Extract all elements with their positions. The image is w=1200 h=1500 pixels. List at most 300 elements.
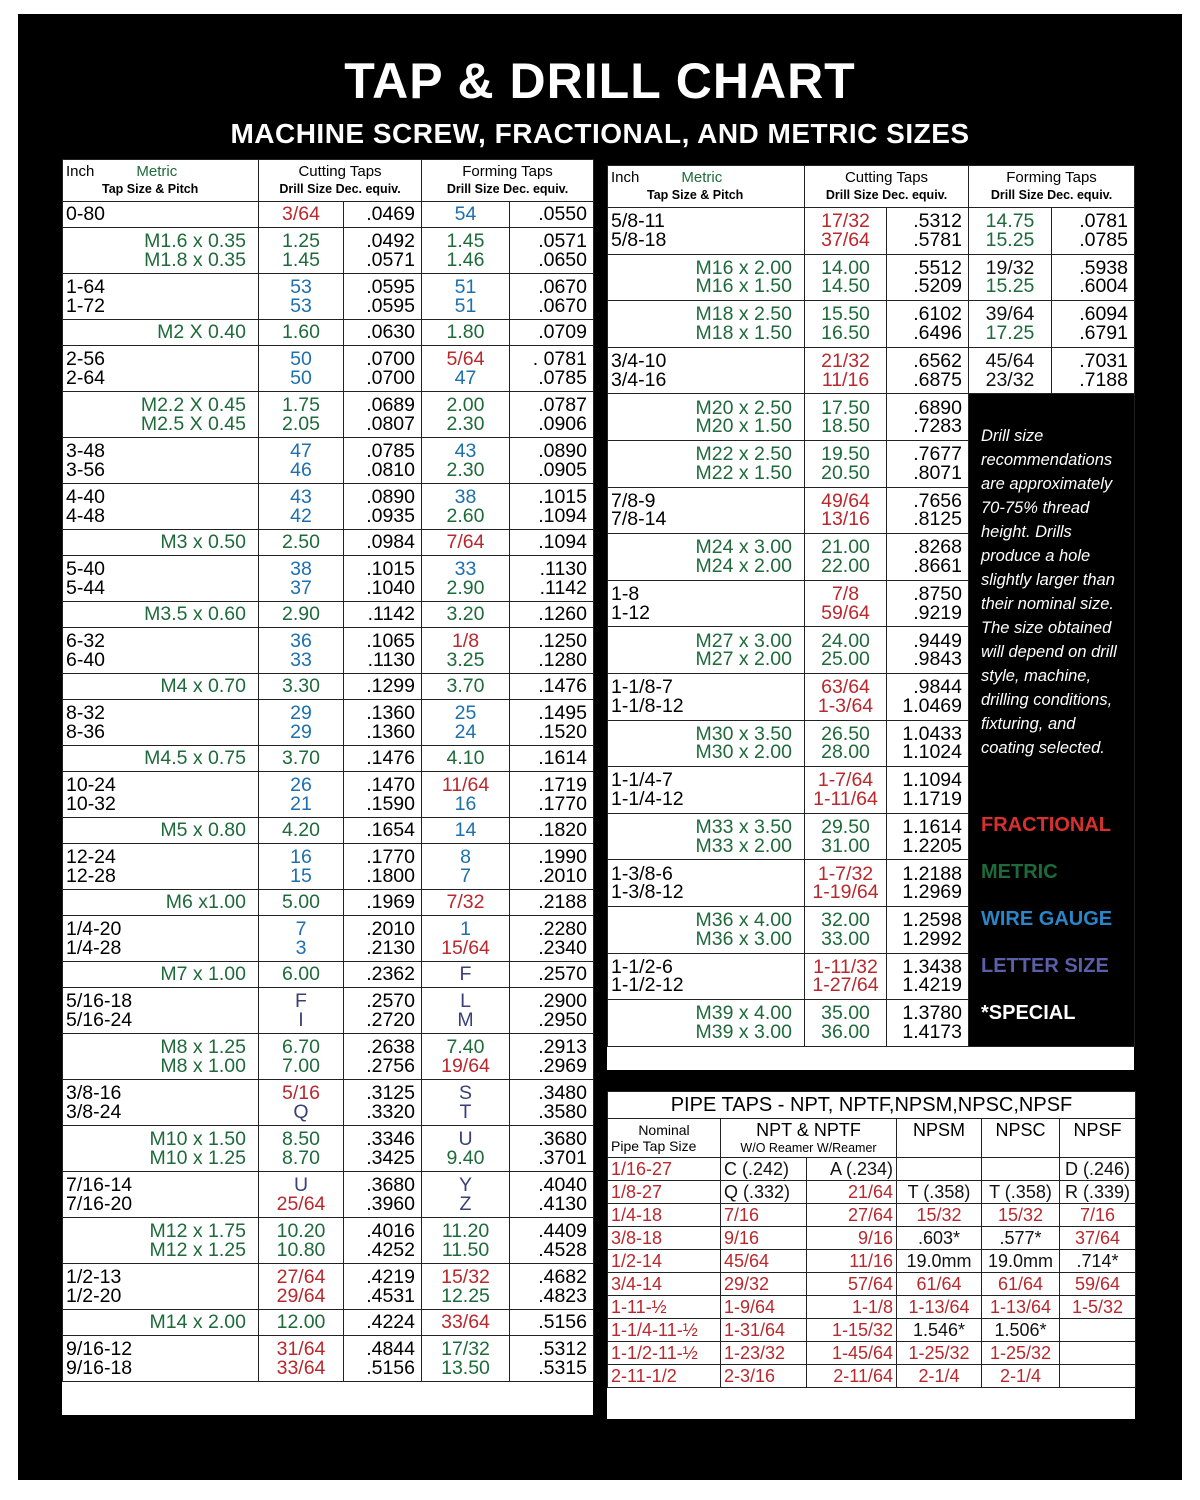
table-row: [63, 484, 594, 530]
cutting-drill-size: [805, 534, 887, 581]
cutting-drill-size-line: 50: [290, 366, 312, 389]
cutting-drill-size-line: 25.00: [821, 648, 870, 671]
tap-size: [63, 202, 259, 228]
npt-wo-reamer: 29/32: [721, 1273, 807, 1296]
forming-drill-size: [422, 1172, 510, 1218]
tap-size-line: 3-48: [66, 440, 106, 462]
cutting-dec-equiv: [887, 860, 969, 907]
cutting-dec-equiv: [887, 301, 969, 348]
tap-size-line: 1/2-20: [66, 1284, 122, 1307]
cutting-drill-size-line: 21.00: [821, 536, 870, 559]
npt-w-reamer: 2-11/64: [807, 1365, 897, 1388]
cutting-dec-equiv-line: .9843: [913, 648, 962, 671]
forming-drill-size-line: 33/64: [441, 1311, 490, 1334]
table-row: [63, 700, 594, 746]
pipe-size: 1/4-18: [608, 1204, 721, 1227]
npsc-value: 1-25/32: [982, 1342, 1060, 1365]
cutting-dec-equiv-line: .4252: [366, 1238, 415, 1261]
cutting-dec-equiv-line: .8125: [913, 508, 962, 531]
npsf-value: [1060, 1365, 1136, 1388]
npsc-value: 1-13/64: [982, 1296, 1060, 1319]
tap-size-line: M8 x 1.25: [160, 1036, 246, 1058]
forming-drill-size: [422, 602, 510, 628]
tap-size-line: M39 x 3.00: [695, 1020, 792, 1043]
cutting-dec-equiv-line: .4844: [366, 1338, 415, 1360]
cutting-dec-equiv-line: .0785: [366, 440, 415, 462]
cutting-drill-size: [805, 580, 887, 627]
forming-drill-size-line: 15.25: [985, 275, 1035, 298]
table-row: [63, 1080, 594, 1126]
cutting-dec-equiv: [344, 916, 422, 962]
cutting-drill-size-line: 29: [290, 720, 312, 743]
cutting-drill-size: [259, 1310, 344, 1336]
pipe-title-row: [608, 1092, 1136, 1119]
pipe-size: 1-1/2-11-½: [608, 1342, 721, 1365]
forming-drill-size-line: 1.46: [446, 248, 485, 271]
forming-drill-size-line: 2.30: [446, 412, 485, 435]
cutting-drill-size: [805, 487, 887, 534]
forming-drill-size-line: 15/64: [441, 936, 490, 959]
npsm-value: T (.358): [897, 1181, 982, 1204]
tap-size: [608, 1000, 805, 1047]
cutting-drill-size-line: 29/64: [276, 1284, 326, 1307]
w-reamer-label: W/Reamer: [813, 1141, 877, 1155]
cutting-drill-size-line: 22.00: [821, 554, 870, 577]
forming-taps-header-label: Forming Taps: [1006, 169, 1097, 186]
cutting-drill-size-line: 6.00: [282, 963, 320, 986]
cutting-dec-equiv-line: .3425: [366, 1146, 415, 1169]
cutting-drill-size-line: 53: [290, 294, 312, 317]
cutting-dec-equiv-line: 1.2969: [902, 881, 962, 904]
forming-dec-equiv: [510, 530, 594, 556]
cutting-dec-equiv: [344, 484, 422, 530]
tap-size-line: M33 x 3.50: [695, 816, 792, 839]
cutting-dec-equiv-line: .1470: [366, 774, 415, 796]
cutting-dec-equiv: [887, 254, 969, 301]
forming-dec-equiv-line: .3680: [538, 1128, 587, 1150]
cutting-dec-equiv-line: .2756: [366, 1054, 415, 1077]
cutting-drill-size-line: 2.90: [282, 603, 320, 626]
cutting-drill-size-line: 46: [290, 458, 312, 481]
tap-size: [63, 1034, 259, 1080]
cutting-drill-size: [259, 1080, 344, 1126]
cutting-drill-size: [259, 392, 344, 438]
forming-dec-equiv-line: .7031: [1079, 350, 1128, 373]
cutting-drill-size-line: 3.70: [282, 747, 320, 770]
forming-drill-size: [422, 484, 510, 530]
forming-dec-equiv-line: .5312: [538, 1338, 587, 1360]
npsf-value: R (.339): [1060, 1181, 1136, 1204]
pipe-row: [608, 1296, 1136, 1319]
cutting-dec-equiv-line: .9844: [913, 676, 962, 699]
forming-drill-size-line: 15/32: [441, 1266, 490, 1288]
cutting-dec-equiv-line: .0492: [366, 230, 415, 252]
cutting-drill-size-line: Q: [293, 1100, 309, 1123]
tap-size-line: M1.8 x 0.35: [144, 248, 246, 271]
forming-dec-equiv-line: .4823: [538, 1284, 587, 1307]
tap-size-line: M5 x 0.80: [160, 819, 246, 842]
cutting-dec-equiv-line: .5512: [913, 256, 962, 279]
legend-item: LETTER SIZE: [981, 955, 1109, 978]
cutting-drill-size-line: 10.20: [276, 1220, 326, 1242]
forming-drill-size-line: 4.10: [446, 747, 485, 770]
forming-drill-size: [422, 1264, 510, 1310]
cutting-dec-equiv: [887, 440, 969, 487]
forming-dec-equiv: [510, 228, 594, 274]
forming-dec-equiv-line: .2188: [538, 891, 587, 914]
forming-drill-size-line: U: [458, 1128, 473, 1150]
forming-drill-size: [969, 347, 1052, 394]
tap-size-line: 1-3/8-12: [611, 881, 684, 904]
cutting-dec-equiv: [344, 556, 422, 602]
tap-size: [63, 1172, 259, 1218]
forming-dec-equiv-line: .0670: [538, 276, 587, 298]
npsf-value: 59/64: [1060, 1273, 1136, 1296]
forming-dec-equiv-line: .2010: [538, 864, 587, 887]
forming-drill-size-line: 7.40: [446, 1036, 485, 1058]
tap-size-header: [608, 166, 805, 208]
table-row: [63, 628, 594, 674]
table-row: [63, 772, 594, 818]
page-title: TAP & DRILL CHART: [344, 53, 856, 109]
forming-drill-size-line: 23/32: [985, 368, 1035, 391]
cutting-dec-equiv-line: .8661: [913, 554, 962, 577]
forming-drill-size-line: M: [457, 1008, 474, 1031]
forming-drill-size-line: 14: [454, 819, 477, 842]
cutting-taps-header-sub: Drill Size Dec. equiv.: [279, 182, 401, 196]
cutting-dec-equiv: [887, 813, 969, 860]
npsc-value: 15/32: [982, 1204, 1060, 1227]
cutting-drill-size: [259, 674, 344, 700]
npsm-value: 1-25/32: [897, 1342, 982, 1365]
forming-dec-equiv: [510, 346, 594, 392]
tap-size: [63, 1310, 259, 1336]
tap-size: [63, 320, 259, 346]
cutting-drill-size: [805, 627, 887, 674]
table-row: [63, 916, 594, 962]
forming-drill-size-line: 2.60: [446, 504, 485, 527]
forming-drill-size-line: 1/8: [451, 630, 480, 652]
cutting-drill-size-line: 37/64: [821, 228, 870, 251]
pipe-size: 3/8-18: [608, 1227, 721, 1250]
npsc-value: 1.506*: [982, 1319, 1060, 1342]
cutting-dec-equiv-line: 1.0433: [902, 722, 962, 745]
tap-size-line: M4 x 0.70: [160, 675, 246, 698]
tap-size: [63, 818, 259, 844]
npt-wo-reamer: Q (.332): [721, 1181, 807, 1204]
table-row: [63, 1310, 594, 1336]
npsf-value: D (.246): [1060, 1158, 1136, 1181]
cutting-drill-size: [805, 767, 887, 814]
drill-note-box: [969, 394, 1135, 1046]
forming-dec-equiv: [510, 916, 594, 962]
forming-dec-equiv-line: .1142: [539, 576, 587, 599]
table-row: [608, 301, 1135, 348]
cutting-dec-equiv-line: .4531: [366, 1284, 415, 1307]
npt-w-reamer: 1-15/32: [807, 1319, 897, 1342]
cutting-dec-equiv: [344, 228, 422, 274]
table-row: [63, 556, 594, 602]
cutting-dec-equiv-line: .6562: [913, 350, 962, 373]
tap-size-line: M10 x 1.50: [149, 1128, 246, 1150]
tap-size-line: 1-1/4-12: [611, 787, 684, 810]
forming-drill-size: [422, 1080, 510, 1126]
left-drill-table: [62, 159, 594, 1382]
tap-size-line: 3/4-10: [611, 350, 667, 373]
cutting-drill-size-line: 15.50: [821, 303, 870, 326]
pipe-size: 1/16-27: [608, 1158, 721, 1181]
tap-size: [63, 602, 259, 628]
tap-size-header-top: [66, 163, 255, 181]
forming-dec-equiv: [510, 1080, 594, 1126]
cutting-drill-size-line: 17.50: [821, 396, 870, 419]
cutting-drill-size-line: 37: [290, 576, 312, 599]
cutting-dec-equiv-line: 1.3438: [902, 955, 962, 978]
cutting-drill-size: [259, 530, 344, 556]
forming-drill-size-line: 12.25: [441, 1284, 490, 1307]
forming-drill-size: [969, 254, 1052, 301]
tap-size-line: M39 x 4.00: [695, 1002, 792, 1025]
cutting-dec-equiv-line: .0807: [366, 412, 415, 435]
forming-drill-size-line: F: [459, 963, 472, 986]
forming-dec-equiv-line: .6094: [1079, 303, 1128, 326]
cutting-dec-equiv-line: .6890: [913, 396, 962, 419]
cutting-drill-size-line: 5/16: [282, 1082, 320, 1104]
cutting-drill-size: [259, 274, 344, 320]
forming-dec-equiv: [510, 890, 594, 916]
tap-size: [63, 916, 259, 962]
cutting-dec-equiv: [344, 1218, 422, 1264]
cutting-dec-equiv: [344, 746, 422, 772]
cutting-dec-equiv-line: .0595: [366, 276, 415, 298]
wo-reamer-label: W/O Reamer: [740, 1141, 814, 1155]
tap-size-line: M3.5 x 0.60: [144, 603, 246, 626]
tap-size-line: 1-1/8-7: [611, 676, 673, 699]
forming-dec-equiv-line: .0650: [538, 248, 587, 271]
forming-dec-equiv-line: .0906: [538, 412, 587, 435]
cutting-drill-size-line: 4.20: [282, 819, 320, 842]
cutting-drill-size: [259, 484, 344, 530]
npsm-value: .603*: [897, 1227, 982, 1250]
cutting-drill-size-line: 7: [295, 918, 307, 940]
pipe-taps-table: [607, 1091, 1136, 1388]
cutting-dec-equiv-line: 1.4173: [902, 1020, 962, 1043]
cutting-dec-equiv-line: .1065: [366, 630, 415, 652]
cutting-drill-size: [805, 301, 887, 348]
table-row: [608, 394, 1135, 441]
forming-dec-equiv-line: .1614: [538, 747, 587, 770]
forming-dec-equiv: [510, 438, 594, 484]
tap-size: [608, 720, 805, 767]
cutting-drill-size-line: 13/16: [821, 508, 870, 531]
tap-size-line: 5-44: [66, 576, 106, 599]
forming-dec-equiv-line: .1476: [538, 675, 587, 698]
forming-drill-size-line: 19/64: [441, 1054, 490, 1077]
cutting-dec-equiv-line: .1360: [366, 720, 415, 743]
cutting-dec-equiv: [344, 1034, 422, 1080]
cutting-drill-size: [259, 890, 344, 916]
tap-size-line: 1-72: [66, 294, 106, 317]
tap-size: [608, 347, 805, 394]
cutting-drill-size-line: 53: [290, 276, 312, 298]
forming-dec-equiv: [510, 674, 594, 700]
npsc-value: .577*: [982, 1227, 1060, 1250]
forming-drill-size-line: 25: [454, 702, 477, 724]
tap-size-line: M33 x 2.00: [695, 834, 792, 857]
table-row: [63, 1034, 594, 1080]
tap-size-line: M30 x 2.00: [695, 741, 792, 764]
table-row: [63, 602, 594, 628]
forming-drill-size: [422, 228, 510, 274]
tap-size-line: 3-56: [66, 458, 106, 481]
cutting-drill-size-line: 17/32: [821, 210, 870, 233]
npsc-value: [982, 1158, 1060, 1181]
tap-size: [63, 438, 259, 484]
npsf-value: [1060, 1319, 1136, 1342]
cutting-drill-size-line: 49/64: [821, 489, 870, 512]
tap-size-line: M24 x 2.00: [695, 554, 792, 577]
cutting-drill-size-line: 1-11/64: [813, 787, 878, 810]
tap-size-line: M12 x 1.75: [149, 1220, 246, 1242]
tap-size-line: 4-48: [66, 504, 106, 527]
cutting-dec-equiv-line: .7656: [913, 489, 962, 512]
tap-size-line: M30 x 3.50: [695, 722, 792, 745]
cutting-drill-size-line: 59/64: [821, 601, 870, 624]
forming-drill-size-line: 2.90: [446, 576, 485, 599]
legend-item: *SPECIAL: [981, 1002, 1076, 1025]
cutting-drill-size-line: 26: [290, 774, 312, 796]
cutting-dec-equiv: [887, 1000, 969, 1047]
table-row: [63, 202, 594, 228]
forming-dec-equiv: [510, 202, 594, 228]
tap-size-line: 1-12: [611, 601, 651, 624]
forming-drill-size-line: 38: [454, 486, 477, 508]
forming-dec-equiv-line: .2913: [538, 1036, 587, 1058]
tap-size-pitch-header: Tap Size & Pitch: [102, 182, 199, 196]
tap-size: [63, 1126, 259, 1172]
legend-item: METRIC: [981, 861, 1058, 884]
forming-drill-size-line: 2.00: [446, 394, 485, 416]
forming-drill-size-line: 11.50: [441, 1238, 490, 1261]
forming-drill-size-line: S: [458, 1082, 472, 1104]
npsm-value: 15/32: [897, 1204, 982, 1227]
forming-dec-equiv-line: .1495: [538, 702, 587, 724]
forming-drill-size-line: 54: [454, 203, 477, 226]
forming-drill-size: [422, 1218, 510, 1264]
table-row: [608, 347, 1135, 394]
cutting-drill-size-line: 1-7/32: [817, 862, 874, 885]
cutting-dec-equiv: [344, 700, 422, 746]
cutting-drill-size-line: 42: [290, 504, 312, 527]
tap-size: [608, 394, 805, 441]
tap-size-line: 1-1/2-6: [611, 955, 673, 978]
forming-drill-size-line: 2.30: [446, 458, 485, 481]
cutting-taps-header-label: Cutting Taps: [844, 169, 929, 186]
forming-dec-equiv-line: .0890: [538, 440, 587, 462]
forming-dec-equiv: [510, 320, 594, 346]
tap-size-line: 1-1/4-7: [611, 769, 673, 792]
npsc-value: 19.0mm: [982, 1250, 1060, 1273]
pipe-size: 1-1/4-11-½: [608, 1319, 721, 1342]
forming-dec-equiv: [510, 1034, 594, 1080]
forming-drill-size-line: Z: [459, 1192, 472, 1215]
cutting-drill-size: [259, 988, 344, 1034]
pipe-taps-panel: [607, 1091, 1135, 1419]
forming-dec-equiv-line: .0785: [538, 366, 587, 389]
tap-size-line: 9/16-18: [66, 1356, 133, 1379]
forming-dec-equiv-line: .2280: [538, 918, 587, 940]
npt-w-reamer: 27/64: [807, 1204, 897, 1227]
forming-dec-equiv-line: .1280: [538, 648, 587, 671]
forming-dec-equiv-line: .2340: [538, 936, 587, 959]
cutting-drill-size: [259, 346, 344, 392]
npsf-value: 1-5/32: [1060, 1296, 1136, 1319]
cutting-dec-equiv: [887, 487, 969, 534]
cutting-dec-equiv-line: .2130: [366, 936, 415, 959]
cutting-drill-size-line: 1.75: [282, 394, 320, 416]
forming-dec-equiv-line: .4682: [538, 1266, 587, 1288]
tap-size-line: M12 x 1.25: [149, 1238, 246, 1261]
forming-dec-equiv: [510, 556, 594, 602]
forming-drill-size-line: 51: [454, 276, 477, 298]
cutting-dec-equiv: [887, 953, 969, 1000]
cutting-dec-equiv: [887, 673, 969, 720]
npt-w-reamer: 57/64: [807, 1273, 897, 1296]
cutting-drill-size: [259, 844, 344, 890]
cutting-drill-size-line: 1-11/32: [813, 955, 878, 978]
pipe-header-row: [608, 1119, 1136, 1158]
forming-drill-size-line: 19/32: [985, 256, 1035, 279]
cutting-drill-size-line: 27/64: [276, 1266, 326, 1288]
forming-drill-size: [969, 208, 1052, 255]
cutting-dec-equiv-line: .2638: [366, 1036, 415, 1058]
cutting-dec-equiv: [344, 438, 422, 484]
forming-drill-size-line: 45/64: [985, 350, 1035, 373]
tap-size-line: 7/16-14: [66, 1174, 133, 1196]
tap-size: [63, 628, 259, 674]
tap-size-line: M1.6 x 0.35: [144, 230, 246, 252]
cutting-dec-equiv-line: 1.1614: [902, 816, 962, 839]
tap-size-line: 1-1/8-12: [611, 694, 684, 717]
forming-taps-header-sub: Drill Size Dec. equiv.: [446, 182, 569, 196]
cutting-drill-size: [259, 628, 344, 674]
forming-dec-equiv-line: .2969: [538, 1054, 587, 1077]
forming-dec-equiv-line: .4528: [538, 1238, 587, 1261]
cutting-dec-equiv-line: .6102: [913, 303, 962, 326]
cutting-drill-size-line: F: [295, 990, 307, 1012]
cutting-dec-equiv: [344, 320, 422, 346]
pipe-row: [608, 1181, 1136, 1204]
cutting-taps-header-sub: Drill Size Dec. equiv.: [825, 188, 948, 202]
cutting-drill-size-line: 43: [290, 486, 312, 508]
cutting-dec-equiv-line: .2570: [366, 990, 415, 1012]
forming-dec-equiv: [1052, 254, 1135, 301]
pipe-taps-title: PIPE TAPS - NPT, NPTF,NPSM,NPSC,NPSF: [608, 1092, 1136, 1119]
forming-drill-size: [422, 772, 510, 818]
cutting-drill-size-line: 12.00: [276, 1311, 326, 1334]
cutting-drill-size: [259, 1336, 344, 1382]
tap-size-line: M36 x 4.00: [695, 909, 792, 932]
forming-dec-equiv-line: .1094: [538, 531, 587, 554]
forming-dec-equiv-line: .0905: [538, 458, 587, 481]
cutting-dec-equiv: [887, 534, 969, 581]
tap-size-line: 3/4-16: [611, 368, 667, 391]
forming-dec-equiv-line: .0787: [538, 394, 587, 416]
table-row: [63, 746, 594, 772]
tap-size-line: 2-64: [66, 366, 106, 389]
forming-dec-equiv: [510, 274, 594, 320]
table-row: [63, 530, 594, 556]
